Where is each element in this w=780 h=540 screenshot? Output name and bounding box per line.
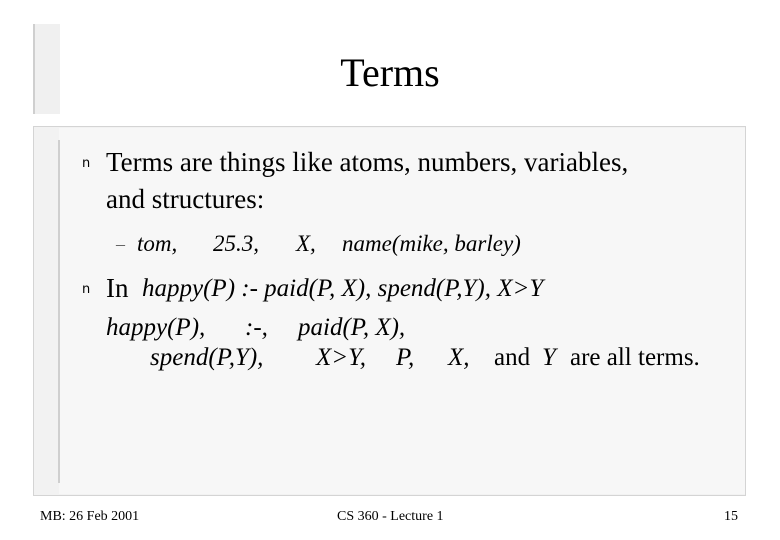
term-p: P, (396, 344, 415, 371)
term-x: X, (448, 344, 470, 371)
term-happy: happy(P), (106, 314, 206, 341)
bullet-1-line-1: Terms are things like atoms, numbers, variables, (106, 147, 629, 177)
footer-course: CS 360 - Lecture 1 (337, 509, 444, 524)
sub-item-variable: X, (296, 231, 316, 256)
slide-title: Terms (340, 50, 440, 95)
term-y: Y (542, 344, 556, 371)
sub-item-number: 25.3, (213, 231, 259, 256)
content-panel-edge (58, 140, 60, 483)
term-neck: :-, (245, 314, 268, 341)
term-paid: paid(P, X), (298, 314, 406, 341)
footer-date: MB: 26 Feb 2001 (40, 509, 140, 524)
sub-bullet-dash: – (116, 234, 125, 254)
bullet-2-clause: happy(P) :- paid(P, X), spend(P,Y), X>Y (142, 275, 544, 302)
and-word: and (494, 344, 531, 371)
footer-page-number: 15 (724, 509, 738, 524)
bullet-2-prefix: In (106, 273, 129, 303)
terms-suffix: are all terms. (570, 344, 700, 371)
sub-item-structure: name(mike, barley) (342, 231, 521, 256)
term-spend: spend(P,Y), (150, 344, 264, 371)
bullet-1-line-2: and structures: (106, 184, 265, 214)
bullet-marker-1: n (82, 156, 91, 171)
bullet-marker-2: n (82, 282, 91, 297)
term-comparison: X>Y, (316, 344, 366, 371)
sub-item-tom: tom, (137, 231, 178, 256)
